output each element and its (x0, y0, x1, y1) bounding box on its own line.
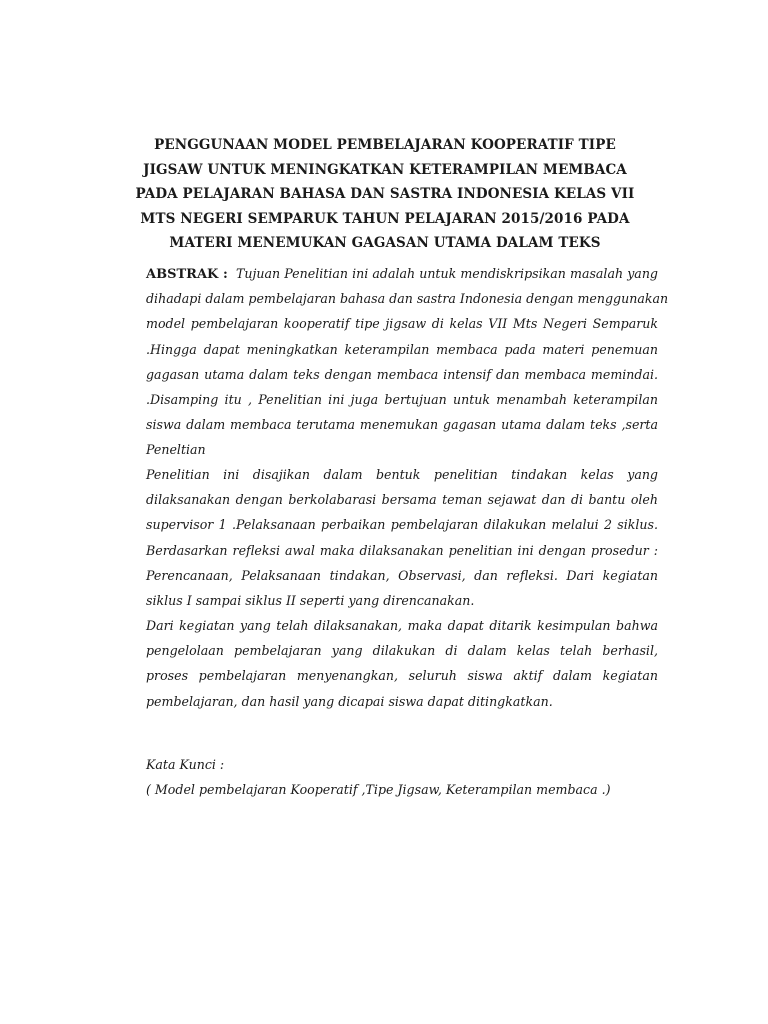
title-line-1: PENGGUNAAN MODEL PEMBELAJARAN KOOPERATIF TIPE (154, 137, 616, 153)
abstract-line: dilaksanakan dengan berkolabarasi bersama teman sejawat dan di bantu oleh (146, 492, 658, 508)
abstract-line: proses pembelajaran menyenangkan, seluruh siswa aktif dalam kegiatan (146, 668, 658, 684)
title-line-5: MATERI MENEMUKAN GAGASAN UTAMA DALAM TEKS (169, 235, 601, 251)
abstract-line: pembelajaran, dan hasil yang dicapai siswa dapat ditingkatkan. (146, 693, 553, 709)
title-line-3: PADA PELAJARAN BAHASA DAN SASTRA INDONESIA KELAS VII (135, 186, 635, 202)
abstract-line: Dari kegiatan yang telah dilaksanakan, maka dapat ditarik kesimpulan bahwa (146, 618, 658, 633)
document-title (120, 133, 650, 256)
abstract-first-line (146, 261, 658, 286)
abstract-line: siswa dalam membaca terutama menemukan gagasan utama dalam teks ,serta (146, 417, 658, 433)
abstract-line: dihadapi dalam pembelajaran bahasa dan sastra Indonesia dengan menggunakan (146, 291, 669, 307)
title-line-2: JIGSAW UNTUK MENINGKATKAN KETERAMPILAN MEMBACA (143, 161, 627, 178)
abstract-label: ABSTRAK : (146, 267, 228, 282)
keywords-value: ( Model pembelajaran Kooperatif ,Tipe Jigsaw, Keterampilan membaca .) (146, 782, 611, 797)
abstract-line: supervisor 1 .Pelaksanaan perbaikan pembelajaran dilakukan melalui 2 siklus. (146, 517, 658, 533)
abstract-line: .Hingga dapat meningkatkan keterampilan membaca pada materi penemuan (146, 341, 658, 357)
abstract-line: gagasan utama dalam teks dengan membaca intensif dan membaca memindai. (146, 366, 658, 382)
abstract-paragraph-1 (146, 261, 669, 463)
title-line-4: MTS NEGERI SEMPARUK TAHUN PELAJARAN 2015/2016 PADA (140, 210, 630, 227)
keywords-section (146, 752, 658, 802)
abstract-line: pengelolaan pembelajaran yang dilakukan di dalam kelas telah berhasil, (146, 643, 658, 659)
abstract-line: Penelitian ini disajikan dalam bentuk penelitian tindakan kelas yang (146, 467, 658, 482)
abstract-line: Berdasarkan refleksi awal maka dilaksanakan penelitian ini dengan prosedur : (146, 542, 658, 558)
abstract-line: Perencanaan, Pelaksanaan tindakan, Observasi, dan refleksi. Dari kegiatan (146, 567, 658, 583)
abstract-line: siklus I sampai siklus II seperti yang direncanakan. (146, 592, 475, 608)
abstract-first-line-text: Tujuan Penelitian ini adalah untuk mendiskripsikan masalah yang (236, 266, 658, 281)
abstract-paragraph-2 (146, 462, 658, 613)
abstract-line: .Disamping itu , Penelitian ini juga bertujuan untuk menambah keterampilan (146, 391, 658, 407)
abstract-line: model pembelajaran kooperatif tipe jigsaw di kelas VII Mts Negeri Semparuk (146, 316, 658, 332)
keywords-label: Kata Kunci : (146, 757, 225, 772)
abstract-line: Peneltian (146, 442, 206, 458)
abstract-paragraph-3 (146, 613, 658, 714)
